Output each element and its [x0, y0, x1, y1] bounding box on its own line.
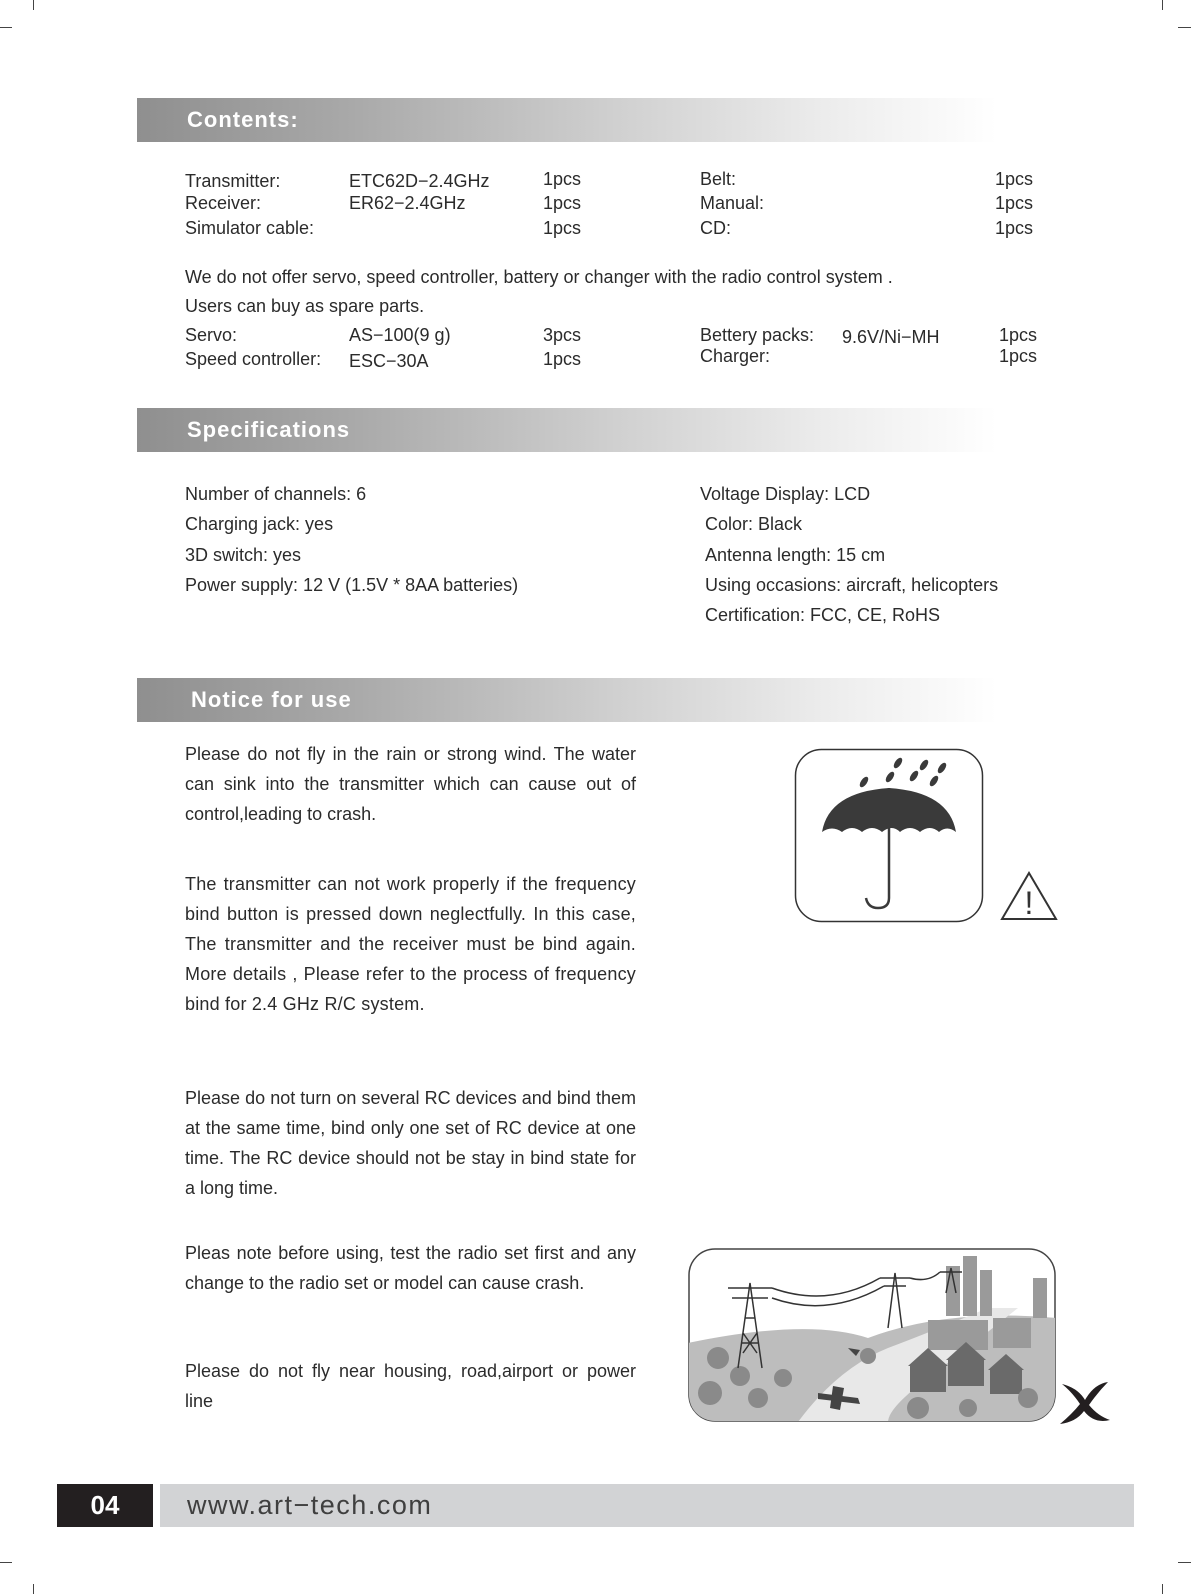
contents-section-header — [137, 98, 997, 142]
item-qty: 3pcs — [543, 325, 582, 345]
prohibited-icon — [1058, 1380, 1112, 1426]
spec-item: Using occasions: aircraft, helicopters — [705, 575, 999, 595]
spec-item: 3D switch: yes — [185, 545, 302, 565]
contents-note: We do not offer servo, speed controller, battery or changer with the radio control system . — [185, 267, 893, 287]
item-label: CD: — [700, 218, 731, 238]
item-label: Manual: — [700, 193, 765, 213]
section-title: Specifications — [187, 417, 351, 442]
item-label: Charger: — [700, 346, 771, 366]
item-qty: 1pcs — [995, 193, 1034, 213]
spec-item: Voltage Display: LCD — [700, 484, 871, 504]
item-model: ETC62D−2.4GHz — [349, 171, 490, 191]
item-qty: 1pcs — [543, 193, 582, 213]
item-model: ER62−2.4GHz — [349, 193, 466, 213]
warning-icon — [999, 870, 1059, 922]
notice-section-header — [137, 678, 997, 722]
item-qty: 1pcs — [543, 218, 582, 238]
specifications-section-header — [137, 408, 997, 452]
item-qty: 1pcs — [543, 169, 582, 189]
footer-bar — [160, 1484, 1134, 1527]
notice-paragraph: The transmitter can not work properly if the frequency bind button is pressed down neglectfully. In this case, The transmitter and the receiver must be bind again. More details , Please refer to the process of frequency bind for 2.4 GHz R/C system. — [185, 874, 636, 1014]
item-model: 9.6V/Ni−MH — [842, 327, 940, 347]
item-label: Speed controller: — [185, 349, 322, 369]
crop-mark — [33, 0, 34, 10]
spec-item: Charging jack: yes — [185, 514, 334, 534]
notice-paragraph: Please do not fly in the rain or strong wind. The water can sink into the transmitter which can cause out of control,leading to crash. — [185, 744, 636, 824]
spec-item: Power supply: 12 V (1.5V * 8AA batteries) — [185, 575, 519, 595]
website-url[interactable]: www.art−tech.com — [187, 1490, 433, 1520]
spec-item: Antenna length: 15 cm — [705, 545, 886, 565]
spec-item: Color: Black — [705, 514, 803, 534]
section-title: Notice for use — [191, 687, 352, 712]
item-label: Simulator cable: — [185, 218, 315, 238]
item-label: Receiver: — [185, 193, 262, 213]
notice-paragraph: Please do not fly near housing, road,airport or power line — [185, 1361, 636, 1411]
item-label: Bettery packs: — [700, 325, 815, 345]
crop-mark — [1178, 27, 1191, 28]
crop-mark — [1162, 1584, 1163, 1594]
crop-mark — [0, 27, 12, 28]
item-qty: 1pcs — [543, 349, 582, 369]
item-label: Transmitter: — [185, 171, 281, 191]
spec-item: Certification: FCC, CE, RoHS — [705, 605, 941, 625]
crop-mark — [1178, 1562, 1191, 1563]
crop-mark — [1162, 0, 1163, 10]
item-qty: 1pcs — [999, 325, 1038, 345]
crop-mark — [33, 1584, 34, 1594]
umbrella-rain-icon — [794, 748, 984, 923]
crop-mark — [0, 1562, 12, 1563]
item-label: Servo: — [185, 325, 238, 345]
section-title: Contents: — [187, 107, 299, 132]
page-number: 04 — [57, 1484, 153, 1527]
notice-paragraph: Pleas note before using, test the radio set first and any change to the radio set or model can cause crash. — [185, 1243, 636, 1293]
notice-paragraph: Please do not turn on several RC devices and bind them at the same time, bind only one set of RC device at one time. The RC device should not be stay in bind state for a long time. — [185, 1088, 636, 1198]
item-qty: 1pcs — [999, 346, 1038, 366]
warning-symbol: ! — [1024, 885, 1034, 921]
item-qty: 1pcs — [995, 218, 1034, 238]
power-line-city-illustration — [688, 1248, 1056, 1422]
item-qty: 1pcs — [995, 169, 1034, 189]
item-label: Belt: — [700, 169, 737, 189]
contents-note: Users can buy as spare parts. — [185, 296, 425, 316]
item-model: ESC−30A — [349, 351, 429, 371]
spec-item: Number of channels: 6 — [185, 484, 367, 504]
item-model: AS−100(9 g) — [349, 325, 451, 345]
